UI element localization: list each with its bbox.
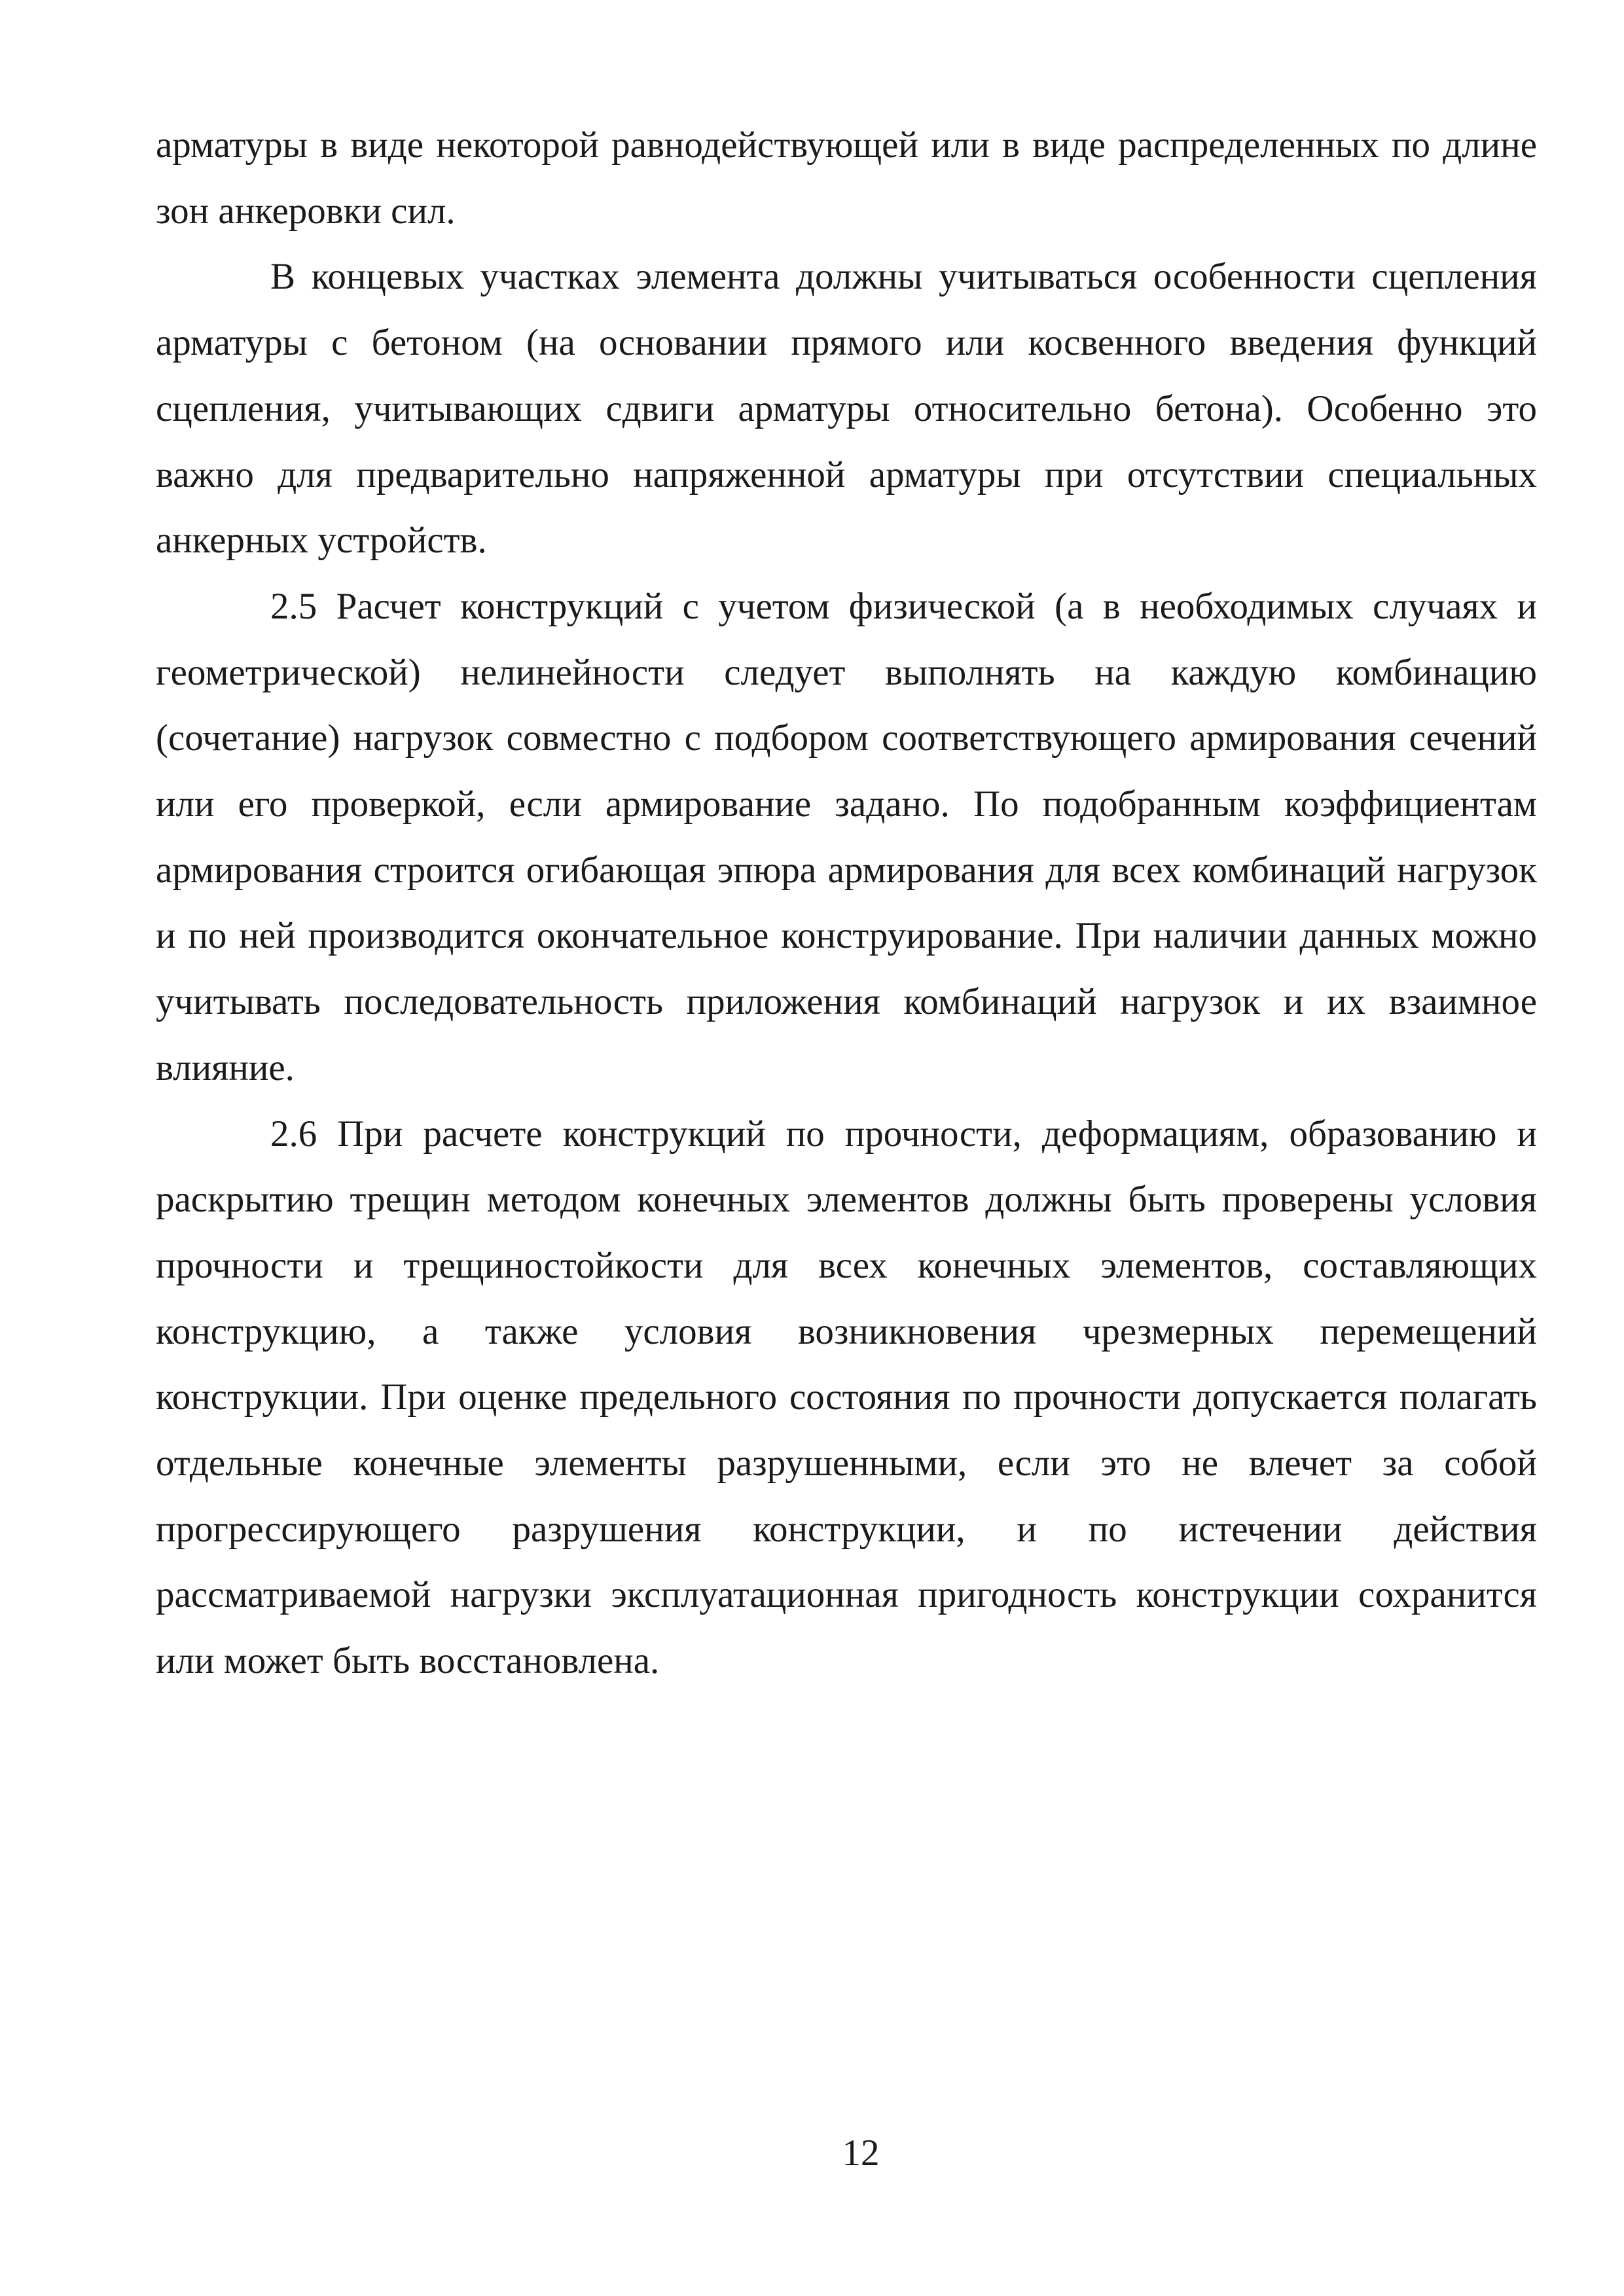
paragraph-anchorage-bond: В концевых участках элемента должны учитываться особенности сцепления арматуры с бетоном (на основании прямого или косвенного введения функций сцепления, учитывающих сдвиги арматуры относительно бетона). Особенно это важно для предварительно напряженной арматуры при отсутствии специальных анкерных устройств. bbox=[156, 256, 1537, 562]
page-number: 12 bbox=[842, 2132, 880, 2174]
body-text bbox=[156, 113, 1537, 1695]
paragraph-section-2-6: 2.6 При расчете конструкций по прочности, деформациям, образованию и раскрытию трещин методом конечных элементов должны быть проверены условия прочности и трещиностойкости для всех конечных элементов, составляющих конструкцию, а также условия возникновения чрезмерных перемещений конструкции. При оценке предельного состояния по прочности допускается полагать отдельные конечные элементы разрушенными, если это не влечет за собой прогрессирующего разрушения конструкции, и по истечении действия рассматриваемой нагрузки эксплуатационная пригодность конструкции сохранится или может быть восстановлена. bbox=[156, 1113, 1537, 1682]
paragraph-continuation: арматуры в виде некоторой равнодействующей или в виде распределенных по длине зон анкеровки сил. bbox=[156, 124, 1537, 232]
paragraph-section-2-5: 2.5 Расчет конструкций с учетом физической (а в необходимых случаях и геометрической) нелинейности следует выполнять на каждую комбинацию (сочетание) нагрузок совместно с подбором соответствующего армирования сечений или его проверкой, если армирование задано. По подобранным коэффициентам армирования строится огибающая эпюра армирования для всех комбинаций нагрузок и по ней производится окончательное конструирование. При наличии данных можно учитывать последовательность приложения комбинаций нагрузок и их взаимное влияние. bbox=[156, 585, 1537, 1088]
